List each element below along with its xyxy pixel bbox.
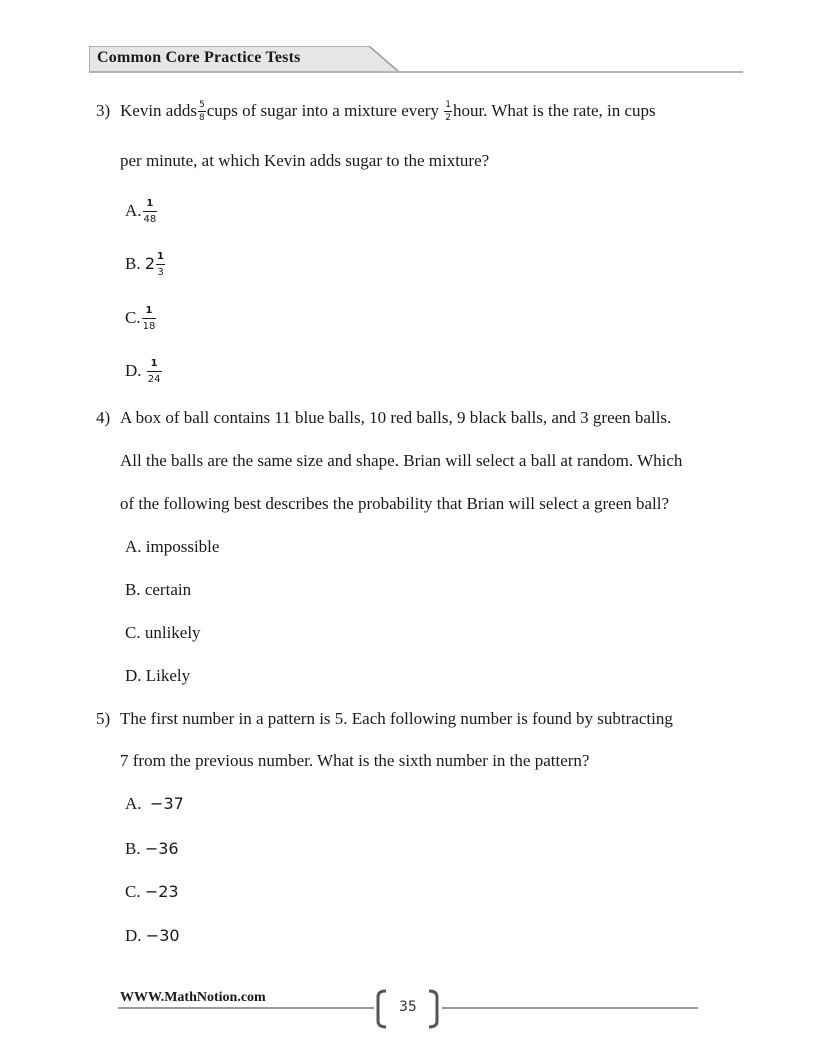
- fraction: $\frac{1}{18}$: [142, 305, 156, 332]
- option-label: B.: [125, 839, 141, 858]
- page-number: 35: [399, 999, 417, 1015]
- option-label: B.: [125, 253, 141, 273]
- footer-rule-left: [118, 1007, 374, 1009]
- option-c: [125, 306, 157, 332]
- option-text: unlikely: [144, 623, 201, 642]
- option-text: −23: [144, 882, 179, 901]
- left-bracket-icon: [375, 989, 389, 1029]
- option-text: −36: [144, 839, 179, 858]
- fraction: $\frac{5}{8}$: [198, 100, 205, 124]
- option-label: D.: [125, 360, 142, 380]
- option-label: C.: [125, 882, 141, 901]
- option-label: C.: [125, 623, 141, 642]
- whole-number: 2: [144, 253, 156, 273]
- option-label: C.: [125, 307, 141, 327]
- option-d: [125, 359, 163, 385]
- fraction: $\frac{1}{2}$: [445, 100, 451, 124]
- question-text: Kevin adds: [120, 101, 197, 120]
- fraction: $\frac{1}{48}$: [143, 198, 157, 225]
- option-label: A.: [125, 794, 142, 813]
- option-c: [125, 882, 179, 902]
- option-text: impossible: [145, 537, 220, 556]
- option-text: −30: [145, 926, 180, 945]
- question-text: A box of ball contains 11 blue balls, 10 red balls, 9 black balls, and 3 green balls.: [120, 408, 672, 427]
- header-rule: [380, 71, 743, 73]
- question-text: All the balls are the same size and shape. Brian will select a ball at random. Which: [120, 451, 683, 470]
- option-label: D.: [125, 666, 142, 685]
- fraction: $\frac{1}{3}$: [157, 251, 164, 278]
- option-a: [125, 199, 158, 225]
- option-label: A.: [125, 537, 142, 556]
- option-b: [125, 839, 179, 859]
- option-a: [125, 537, 219, 557]
- option-d: [125, 926, 180, 946]
- question-3: [96, 101, 656, 123]
- question-4: [96, 408, 671, 428]
- fraction: $\frac{1}{24}$: [147, 358, 161, 385]
- footer-rule-right: [442, 1007, 698, 1009]
- question-number: 5): [96, 709, 111, 728]
- question-text: per minute, at which Kevin adds sugar to the mixture?: [120, 151, 490, 170]
- option-b: [125, 580, 191, 600]
- option-label: D.: [125, 926, 142, 945]
- right-bracket-icon: [426, 989, 440, 1029]
- option-d: [125, 666, 190, 686]
- question-number: 3): [96, 101, 111, 120]
- footer-website: WWW.MathNotion.com: [120, 990, 266, 1005]
- option-text: certain: [144, 580, 192, 599]
- question-text: hour. What is the rate, in cups: [452, 101, 656, 120]
- question-5: [96, 709, 673, 729]
- option-label: A.: [125, 200, 142, 220]
- option-c: [125, 623, 201, 643]
- question-text: 7 from the previous number. What is the sixth number in the pattern?: [120, 751, 590, 770]
- option-text: −37: [150, 794, 184, 813]
- question-number: 4): [96, 408, 111, 427]
- option-text: Likely: [145, 666, 191, 685]
- option-b: [125, 252, 166, 278]
- question-text: of the following best describes the probability that Brian will select a green ball?: [120, 494, 670, 513]
- option-label: B.: [125, 580, 141, 599]
- question-text: cups of sugar into a mixture every: [206, 101, 439, 120]
- option-a: [125, 794, 184, 814]
- header-title: Common Core Practice Tests: [97, 49, 301, 66]
- question-text: The first number in a pattern is 5. Each following number is found by subtracting: [120, 709, 673, 728]
